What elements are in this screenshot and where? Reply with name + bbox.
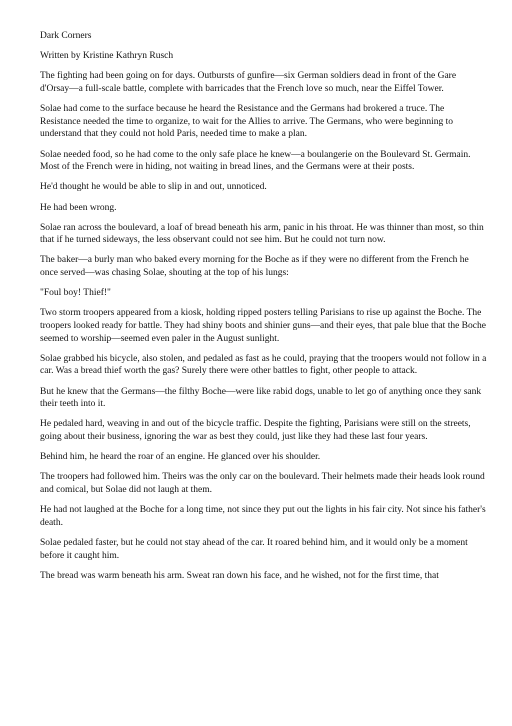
document-title: Dark Corners bbox=[40, 31, 92, 41]
paragraph: The bread was warm beneath his arm. Sweat ran down his face, and he wished, not for the first time, that bbox=[40, 570, 439, 581]
paragraph: Solae pedaled faster, but he could not stay ahead of the car. It roared behind him, and it would only be a moment before it caught him. bbox=[40, 537, 468, 561]
paragraph: Solae had come to the surface because he heard the Resistance and the Germans had brokered a truce. The Resistance needed the time to organize, to wait for the Allies to arrive. The Germans, who were beginning to understand that they could not hold Paris, needed time to make a plan. bbox=[40, 104, 454, 140]
paragraph: Solae needed food, so he had come to the only safe place he knew—a boulangerie on the Boulevard St. Germain. Most of the French were in hiding, not waiting in bread lines, and the Germans were at their posts. bbox=[40, 149, 471, 173]
paragraph: He'd thought he would be able to slip in and out, unnoticed. bbox=[40, 182, 267, 193]
paragraph: Behind him, he heard the roar of an engine. He glanced over his shoulder. bbox=[40, 452, 321, 463]
paragraph: The troopers had followed him. Theirs was the only car on the boulevard. Their helmets made their heads look round and comical, but Solae did not laugh at them. bbox=[40, 472, 485, 495]
document-byline: Written by Kristine Kathryn Rusch bbox=[40, 51, 174, 62]
paragraph: He pedaled hard, weaving in and out of the bicycle traffic. Despite the fighting, Parisians were still on the streets, going about their business, ignoring the war as best they could, just like they had these last four years. bbox=[40, 419, 471, 442]
paragraph: He had not laughed at the Boche for a long time, not since they put out the lights in his fair city. Not since his father's death. bbox=[40, 505, 486, 528]
paragraph: "Foul boy! Thief!" bbox=[40, 288, 111, 299]
paragraph: Two storm troopers appeared from a kiosk, holding ripped posters telling Parisians to rise up against the Boche. The troopers looked ready for battle. They had shiny boots and shinier guns—and their eyes, that pale blue that the Boche seemed to worship—seemed even paler in the August sunlight. bbox=[40, 308, 486, 344]
paragraph: Solae ran across the boulevard, a loaf of bread beneath his arm, panic in his throat. He was thinner than most, so thin that if he turned sideways, the less observant could not see him. But he could not turn now. bbox=[40, 222, 484, 246]
paragraph: Solae grabbed his bicycle, also stolen, and pedaled as fast as he could, praying that the troopers would not follow in a car. Was a bread thief worth the gas? Surely there were other battles to fight, other people to attack. bbox=[40, 353, 487, 377]
paragraph: But he knew that the Germans—the filthy Boche—were like rabid dogs, unable to let go of anything once they sank their teeth into it. bbox=[40, 386, 482, 410]
paragraph: He had been wrong. bbox=[40, 202, 117, 213]
paragraph: The fighting had been going on for days. Outbursts of gunfire—six German soldiers dead in front of the Gare d'Orsay—a full-scale battle, complete with barricades that the French love so much, near the Eiffel Tower. bbox=[40, 71, 457, 94]
paragraph: The baker—a burly man who baked every morning for the Boche as if they were no different from the French he once served—was chasing Solae, shouting at the top of his lungs: bbox=[40, 255, 469, 279]
